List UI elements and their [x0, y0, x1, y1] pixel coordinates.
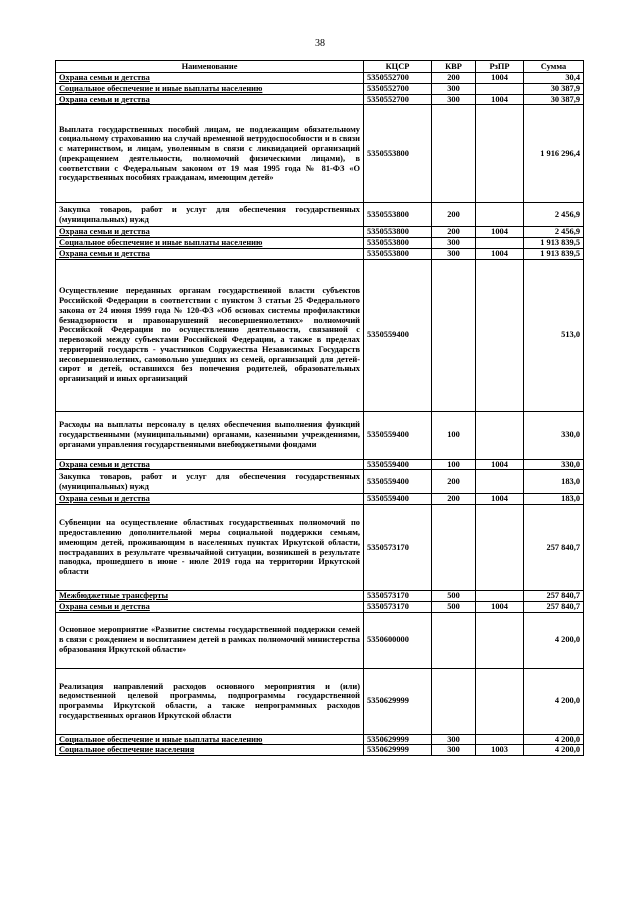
table-row — [56, 612, 584, 668]
row-kvr: 200 — [432, 494, 476, 505]
row-rzpr — [476, 668, 524, 734]
table-row — [56, 238, 584, 249]
row-sum: 4 200,0 — [524, 668, 584, 734]
row-kcsr: 5350573170 — [364, 601, 432, 612]
row-kcsr: 5350600000 — [364, 612, 432, 668]
row-kvr: 300 — [432, 734, 476, 745]
row-rzpr — [476, 238, 524, 249]
row-kcsr: 5350559400 — [364, 494, 432, 505]
row-kvr: 200 — [432, 470, 476, 494]
row-rzpr: 1004 — [476, 248, 524, 259]
row-name: Охрана семьи и детства — [56, 601, 364, 612]
row-kvr: 100 — [432, 459, 476, 470]
row-name: Расходы на выплаты персоналу в целях обеспечения выполнения функций государственными (муниципальными) органами, казенными учреждениями, органами управления государственными внебюджетными фондами — [56, 411, 364, 459]
table-row — [56, 73, 584, 84]
table-row — [56, 248, 584, 259]
table-row — [56, 591, 584, 602]
row-sum: 30,4 — [524, 73, 584, 84]
row-rzpr — [476, 411, 524, 459]
row-name: Субвенции на осуществление областных государственных полномочий по предоставлению дополнительной меры социальной поддержки семьям, имеющим детей, проживающим в населенных пунктах Иркутской области, пострадавших в результате чрезвычайной ситуации, возникшей в результате паводка, прошедшего в июне - июле 2019 года на территории Иркутской области — [56, 505, 364, 591]
row-sum: 330,0 — [524, 411, 584, 459]
row-sum: 1 913 839,5 — [524, 248, 584, 259]
row-kcsr: 5350552700 — [364, 83, 432, 94]
header-rzpr: РзПР — [476, 61, 524, 73]
row-kcsr: 5350553800 — [364, 248, 432, 259]
row-kvr: 200 — [432, 203, 476, 227]
row-sum: 4 200,0 — [524, 734, 584, 745]
row-name: Социальное обеспечение и иные выплаты населению — [56, 238, 364, 249]
row-kcsr: 5350573170 — [364, 505, 432, 591]
header-kvr: КВР — [432, 61, 476, 73]
row-name: Охрана семьи и детства — [56, 73, 364, 84]
table-row — [56, 505, 584, 591]
header-kcsr: КЦСР — [364, 61, 432, 73]
row-name: Межбюджетные трансферты — [56, 591, 364, 602]
row-sum: 1 913 839,5 — [524, 238, 584, 249]
table-row — [56, 668, 584, 734]
row-sum: 183,0 — [524, 470, 584, 494]
table-row — [56, 203, 584, 227]
row-kvr — [432, 105, 476, 203]
row-sum: 257 840,7 — [524, 601, 584, 612]
row-kvr: 300 — [432, 745, 476, 756]
row-sum: 4 200,0 — [524, 612, 584, 668]
row-rzpr — [476, 105, 524, 203]
table-row — [56, 94, 584, 105]
row-name: Социальное обеспечение и иные выплаты населению — [56, 734, 364, 745]
header-sum: Сумма — [524, 61, 584, 73]
table-row — [56, 494, 584, 505]
row-sum: 513,0 — [524, 259, 584, 411]
row-kvr: 300 — [432, 83, 476, 94]
row-rzpr — [476, 259, 524, 411]
row-sum: 1 916 296,4 — [524, 105, 584, 203]
row-name: Основное мероприятие «Развитие системы государственной поддержки семей в связи с рождением и воспитанием детей в рамках полномочий министерства образования Иркутской области» — [56, 612, 364, 668]
row-name: Охрана семьи и детства — [56, 248, 364, 259]
row-kcsr: 5350629999 — [364, 745, 432, 756]
row-name: Выплата государственных пособий лицам, не подлежащим обязательному социальному страхованию на случай временной нетрудоспособности и в связи с материнством, и лицам, уволенным в связи с ликвидацией организаций (прекращением деятельности, полномочий физическими лицами), в соответствии с Федеральным законом от 19 мая 1995 года № 81-ФЗ «О государственных пособиях гражданам, имеющим детей» — [56, 105, 364, 203]
row-kvr: 500 — [432, 601, 476, 612]
row-kcsr: 5350559400 — [364, 470, 432, 494]
row-sum: 4 200,0 — [524, 745, 584, 756]
row-kcsr: 5350553800 — [364, 238, 432, 249]
row-kcsr: 5350552700 — [364, 73, 432, 84]
table-row — [56, 411, 584, 459]
table-row — [56, 734, 584, 745]
table-row — [56, 470, 584, 494]
row-kcsr: 5350552700 — [364, 94, 432, 105]
row-kvr: 200 — [432, 227, 476, 238]
row-name: Охрана семьи и детства — [56, 459, 364, 470]
row-name: Закупка товаров, работ и услуг для обеспечения государственных (муниципальных) нужд — [56, 203, 364, 227]
row-kvr: 300 — [432, 94, 476, 105]
row-kcsr: 5350559400 — [364, 259, 432, 411]
row-sum: 30 387,9 — [524, 94, 584, 105]
row-rzpr — [476, 83, 524, 94]
table-row — [56, 459, 584, 470]
page-number: 38 — [315, 38, 325, 49]
row-kvr — [432, 612, 476, 668]
table-row — [56, 83, 584, 94]
budget-table — [55, 60, 584, 756]
row-kvr — [432, 259, 476, 411]
row-sum: 2 456,9 — [524, 227, 584, 238]
row-name: Осуществление переданных органам государственной власти субъектов Российской Федерации в соответствии с пунктом 3 статьи 25 Федерального закона от 24 июня 1999 года № 120-ФЗ «Об основах системы профилактики безнадзорности и правонарушений несовершеннолетних» полномочий Российской Федерации по осуществлению деятельности, связанной с перевозкой между субъектами Российской Федерации, а также в пределах территорий государств - участников Содружества Независимых Государств несовершеннолетних, самовольно ушедших из семей, организаций для детей-сирот и детей, оставшихся без попечения родителей, образовательных организаций и иных организаций — [56, 259, 364, 411]
row-rzpr: 1004 — [476, 459, 524, 470]
header-row — [56, 61, 584, 73]
row-kvr: 200 — [432, 73, 476, 84]
row-kcsr: 5350553800 — [364, 203, 432, 227]
row-rzpr — [476, 203, 524, 227]
row-rzpr — [476, 612, 524, 668]
row-kcsr: 5350553800 — [364, 105, 432, 203]
header-name: Наименование — [56, 61, 364, 73]
row-kvr: 100 — [432, 411, 476, 459]
row-rzpr — [476, 734, 524, 745]
row-kvr: 300 — [432, 238, 476, 249]
row-sum: 2 456,9 — [524, 203, 584, 227]
row-rzpr: 1004 — [476, 94, 524, 105]
row-name: Социальное обеспечение и иные выплаты населению — [56, 83, 364, 94]
row-kcsr: 5350629999 — [364, 734, 432, 745]
row-name: Охрана семьи и детства — [56, 94, 364, 105]
row-sum: 257 840,7 — [524, 505, 584, 591]
row-rzpr: 1004 — [476, 227, 524, 238]
row-rzpr: 1004 — [476, 73, 524, 84]
table-row — [56, 227, 584, 238]
row-kvr — [432, 505, 476, 591]
row-name: Охрана семьи и детства — [56, 494, 364, 505]
row-name: Социальное обеспечение населения — [56, 745, 364, 756]
row-kvr — [432, 668, 476, 734]
row-rzpr — [476, 505, 524, 591]
table-row — [56, 259, 584, 411]
row-rzpr: 1004 — [476, 494, 524, 505]
row-kcsr: 5350559400 — [364, 411, 432, 459]
row-kcsr: 5350553800 — [364, 227, 432, 238]
row-rzpr — [476, 591, 524, 602]
table-row — [56, 105, 584, 203]
row-rzpr: 1004 — [476, 601, 524, 612]
row-kcsr: 5350629999 — [364, 668, 432, 734]
row-rzpr — [476, 470, 524, 494]
row-name: Реализация направлений расходов основного мероприятия и (или) ведомственной целевой программы, подпрограммы государственной программы Иркутской области, а также непрограммных расходов государственных органов Иркутской области — [56, 668, 364, 734]
row-sum: 330,0 — [524, 459, 584, 470]
row-kcsr: 5350573170 — [364, 591, 432, 602]
row-kcsr: 5350559400 — [364, 459, 432, 470]
row-rzpr: 1003 — [476, 745, 524, 756]
row-kvr: 300 — [432, 248, 476, 259]
row-kvr: 500 — [432, 591, 476, 602]
row-sum: 183,0 — [524, 494, 584, 505]
table-row — [56, 745, 584, 756]
row-name: Закупка товаров, работ и услуг для обеспечения государственных (муниципальных) нужд — [56, 470, 364, 494]
row-sum: 257 840,7 — [524, 591, 584, 602]
row-sum: 30 387,9 — [524, 83, 584, 94]
row-name: Охрана семьи и детства — [56, 227, 364, 238]
table-row — [56, 601, 584, 612]
